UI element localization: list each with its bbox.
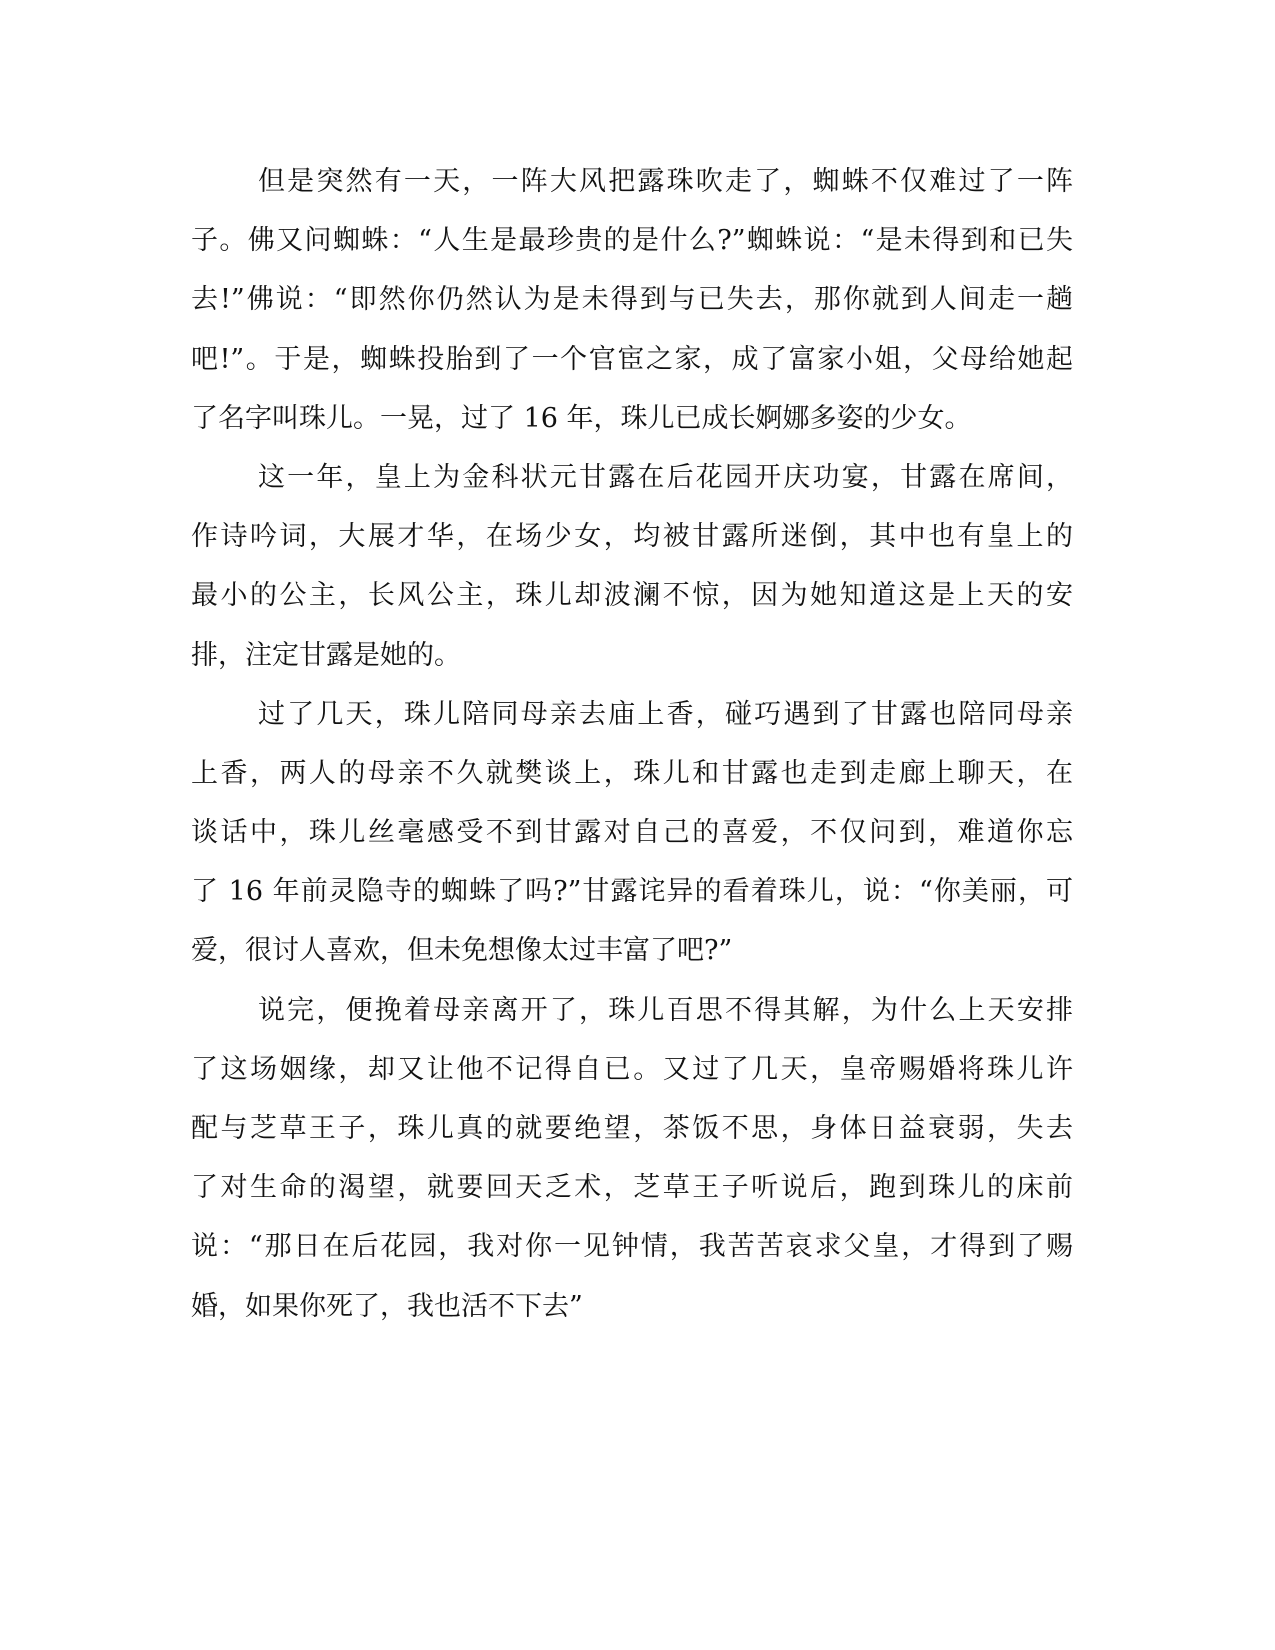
text-line: 谈话中，珠儿丝毫感受不到甘露对自己的喜爱，不仅问到，难道你忘: [191, 817, 1073, 849]
text-line: 这一年，皇上为金科状元甘露在后花园开庆功宴，甘露在席间，: [258, 461, 1073, 493]
paragraph: [191, 981, 1073, 1336]
text-line: 最小的公主，长风公主，珠儿却波澜不惊，因为她知道这是上天的安: [191, 580, 1073, 612]
text-line: 了 16 年前灵隐寺的蜘蛛了吗?”甘露诧异的看着珠儿，说：“你美丽，可: [191, 876, 1073, 908]
text-line: 但是突然有一天，一阵大风把露珠吹走了，蜘蛛不仅难过了一阵: [258, 166, 1073, 197]
story-text: [191, 152, 1073, 1336]
text-line: 配与芝草王子，珠儿真的就要绝望，茶饭不思，身体日益衰弱，失去: [191, 1113, 1073, 1144]
text-line: 排，注定甘露是她的。: [191, 639, 461, 671]
paragraph: [191, 685, 1073, 981]
text-line: 爱，很讨人喜欢，但未免想像太过丰富了吧?”: [191, 935, 733, 967]
text-line: 说完，便挽着母亲离开了，珠儿百思不得其解，为什么上天安排: [258, 994, 1073, 1026]
paragraph: [191, 152, 1073, 448]
text-line: 去!”佛说：“即然你仍然认为是未得到与已失去，那你就到人间走一趟: [191, 284, 1073, 316]
text-line: 了对生命的渴望，就要回天乏术，芝草王子听说后，跑到珠儿的床前: [191, 1172, 1073, 1204]
text-line: 了名字叫珠儿。一晃，过了 16 年，珠儿已成长婀娜多姿的少女。: [191, 402, 972, 434]
text-line: 上香，两人的母亲不久就樊谈上，珠儿和甘露也走到走廊上聊天，在: [191, 757, 1073, 789]
text-line: 吧!”。于是，蜘蛛投胎到了一个官宦之家，成了富家小姐，父母给她起: [191, 343, 1073, 375]
text-line: 过了几天，珠儿陪同母亲去庙上香，碰巧遇到了甘露也陪同母亲: [258, 698, 1073, 730]
text-line: 作诗吟词，大展才华，在场少女，均被甘露所迷倒，其中也有皇上的: [191, 521, 1073, 553]
paragraph: [191, 448, 1073, 685]
text-line: 说：“那日在后花园，我对你一见钟情，我苦苦哀求父皇，才得到了赐: [191, 1231, 1073, 1263]
text-line: 了这场姻缘，却又让他不记得自已。又过了几天，皇帝赐婚将珠儿许: [191, 1053, 1073, 1085]
text-line: 婚，如果你死了，我也活不下去”: [191, 1290, 583, 1322]
text-line: 子。佛又问蜘蛛：“人生是最珍贵的是什么?”蜘蛛说：“是未得到和已失: [191, 225, 1073, 257]
